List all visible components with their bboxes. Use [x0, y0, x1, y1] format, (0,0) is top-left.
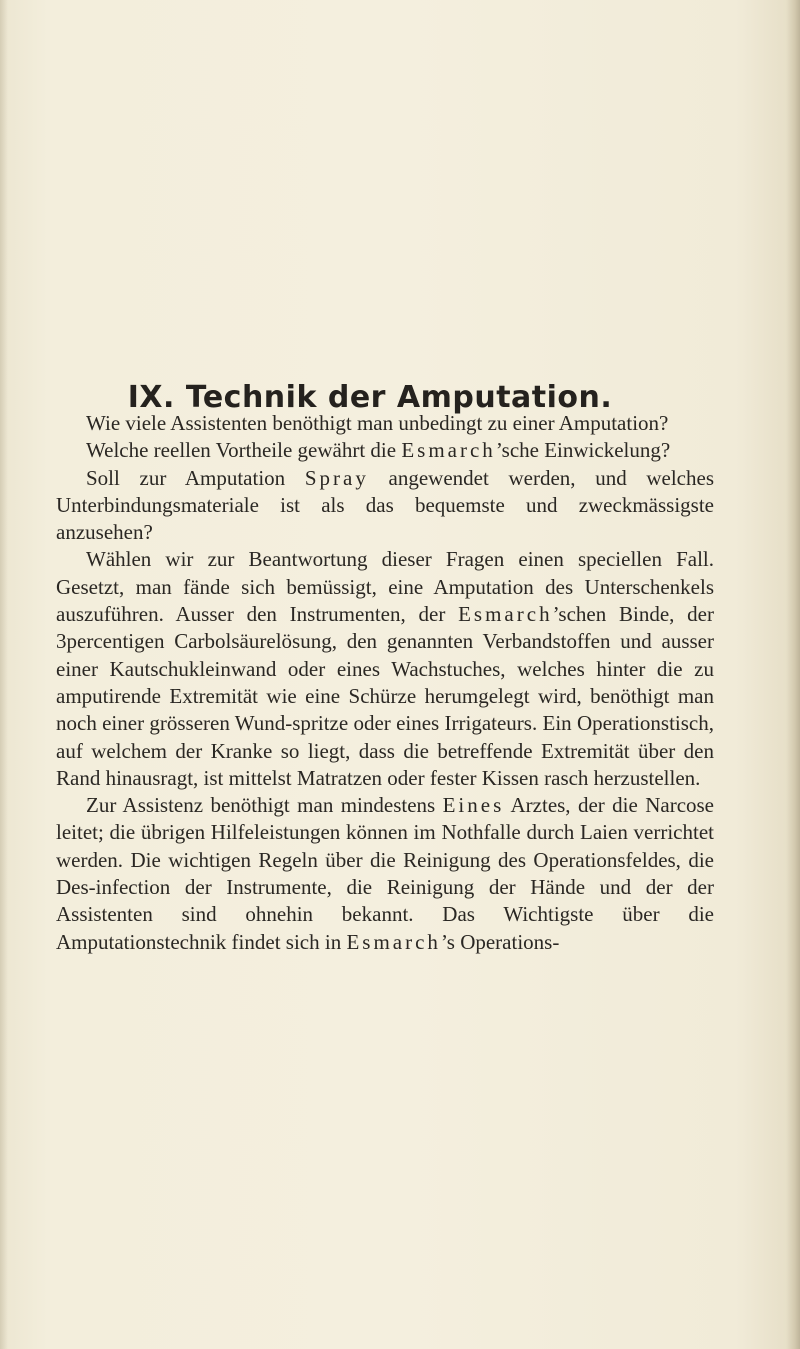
paragraph-2	[56, 437, 714, 464]
text-segment: ’s Operations-	[440, 929, 560, 954]
text-segment: Wie viele Assistenten benöthigt man unbedingt zu einer Amputation?	[86, 411, 669, 435]
page-right-edge	[786, 0, 800, 1349]
paragraph-5	[56, 792, 714, 956]
text-segment: Soll zur Amputation	[86, 465, 305, 490]
text-segment: Welche reellen Vortheile gewährt die	[86, 438, 402, 463]
text-segment: ’schen Binde, der 3percentigen Carbolsäurelösung, den genannten Verbandstoffen und ausser einer Kautschukleinwand oder eines Wachstuches, welches hinter die zu amputirende Extremität wie eine Schürze herumgelegt wird, benöthigt man noch einer grösseren Wund-spritze oder eines Irrigateurs. Ein Operationstisch, auf welchem der Kranke so liegt, dass die betreffende Extremität über den Rand hinausragt, ist mittelst Matratzen oder fester Kissen rasch herzustellen.	[56, 602, 714, 790]
spaced-name: Esmarch	[346, 929, 441, 954]
text-segment: Arztes, der die Narcose leitet; die übrigen Hilfeleistungen können im Nothfalle durch Laien verrichtet werden. Die wichtigen Regeln über die Reinigung des Operationsfeldes, die Des-infection der Instrumente, die Reinigung der Hände und der der Assistenten sind ohnehin bekannt. Das Wichtigste über die Amputationstechnik findet sich in	[56, 793, 715, 954]
spaced-name: Esmarch	[401, 438, 496, 463]
spaced-name: Esmarch	[458, 602, 553, 627]
spaced-name: Eines	[442, 793, 505, 818]
text-segment: angewendet werden, und welches Unterbindungsmateriale ist als das bequemste und zweckmässigste anzusehen?	[56, 465, 714, 545]
page-left-edge	[0, 0, 8, 1349]
chapter-body	[56, 410, 714, 956]
spaced-name: Spray	[304, 465, 369, 490]
text-segment: ’sche Einwickelung?	[495, 438, 671, 463]
text-segment: Zur Assistenz benöthigt man mindestens	[86, 793, 443, 818]
chapter-heading: IX. Technik der Amputation.	[127, 380, 613, 416]
paragraph-4	[56, 546, 714, 792]
paragraph-3	[56, 465, 714, 547]
paragraph-1	[56, 410, 714, 437]
text-segment: Wählen wir zur Beantwortung dieser Fragen einen speciellen Fall. Gesetzt, man fände sich bemüssigt, eine Amputation des Unterschenkels auszuführen. Ausser den Instrumenten, der	[56, 547, 714, 627]
